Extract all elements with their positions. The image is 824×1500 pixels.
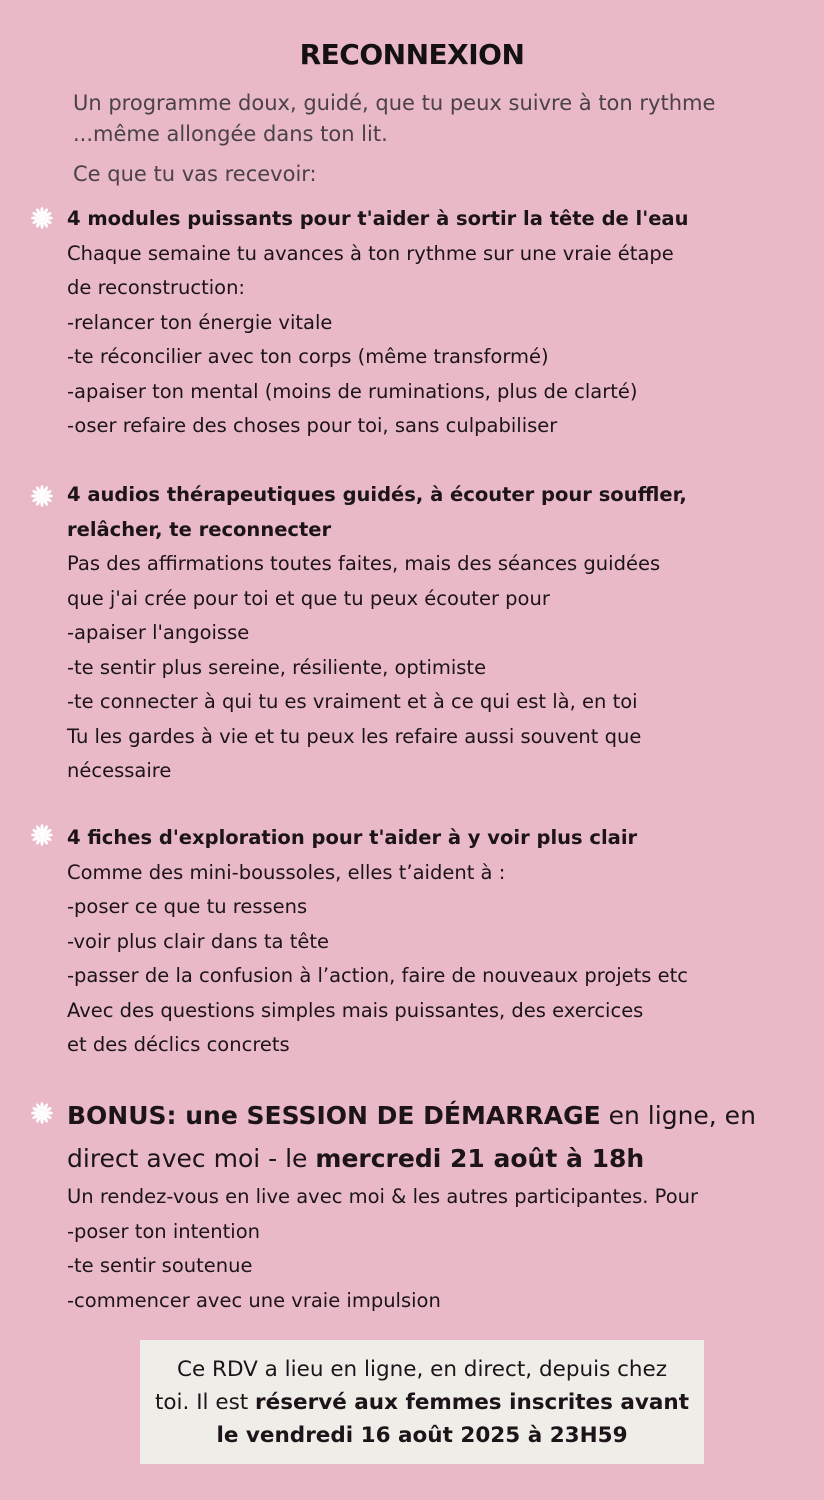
- section-line: Comme des mini-boussoles, elles t’aident à :: [67, 860, 506, 884]
- section-line: Chaque semaine tu avances à ton rythme sur une vraie étape: [67, 241, 674, 265]
- bonus-online-text: en ligne, en: [600, 1101, 756, 1130]
- flower-burst-icon: [30, 1101, 54, 1125]
- section-line: Un rendez-vous en live avec moi & les autres participantes. Pour: [67, 1185, 699, 1208]
- section-line: -poser ce que tu ressens: [67, 895, 308, 918]
- bonus-date: mercredi 21 août à 18h: [315, 1144, 645, 1173]
- section-fiches: [67, 821, 787, 1063]
- section-line: que j'ai crée pour toi et que tu peux écouter pour: [67, 586, 550, 610]
- section-line: -poser ton intention: [67, 1219, 260, 1243]
- section-line: -passer de la confusion à l’action, faire de nouveaux projets etc: [67, 964, 689, 987]
- section-line: -te sentir plus sereine, résiliente, optimiste: [67, 655, 487, 679]
- section-line: -apaiser ton mental (moins de ruminations, plus de clarté): [67, 379, 638, 403]
- section-line: -commencer avec une vraie impulsion: [67, 1288, 441, 1312]
- bonus-heading-line-2: [67, 1137, 787, 1180]
- section-line: -apaiser l'angoisse: [67, 621, 250, 644]
- section-bonus: [67, 1094, 787, 1318]
- notice-line-3: [140, 1419, 704, 1452]
- notice-plain-text: toi. Il est: [154, 1390, 256, 1415]
- flower-burst-icon: [30, 484, 54, 508]
- section-line: -oser refaire des choses pour toi, sans culpabiliser: [67, 414, 558, 437]
- notice-reserved-text: réservé aux femmes inscrites avant: [255, 1390, 690, 1415]
- intro-line-3: Ce que tu vas recevoir:: [73, 162, 317, 186]
- section-line: Avec des questions simples mais puissantes, des exercices: [67, 998, 644, 1022]
- section-line: -voir plus clair dans ta tête: [67, 929, 329, 953]
- section-line: -te réconcilier avec ton corps (même transformé): [67, 345, 549, 368]
- notice-line-2: [140, 1386, 704, 1419]
- section-line: Pas des affirmations toutes faites, mais des séances guidées: [67, 552, 661, 575]
- intro-line-2: ...même allongée dans ton lit.: [73, 122, 388, 146]
- section-line: nécessaire: [67, 759, 172, 782]
- section-line: de reconstruction:: [67, 276, 245, 299]
- flower-burst-icon: [30, 206, 54, 230]
- section-line: et des déclics concrets: [67, 1033, 290, 1056]
- intro-line-1: Un programme doux, guidé, que tu peux suivre à ton rythme: [73, 91, 716, 115]
- section-line: Tu les gardes à vie et tu peux les refaire aussi souvent que: [67, 724, 642, 748]
- section-line: -te sentir soutenue: [67, 1254, 253, 1277]
- section-line: -te connecter à qui tu es vraiment et à ce qui est là, en toi: [67, 690, 638, 713]
- section-heading: 4 fiches d'exploration pour t'aider à y voir plus clair: [67, 826, 638, 849]
- section-heading: relâcher, te reconnecter: [67, 517, 332, 541]
- section-heading: 4 audios thérapeutiques guidés, à écouter pour souffler,: [67, 483, 687, 506]
- bonus-direct-text: direct avec moi - le: [67, 1144, 316, 1173]
- bonus-heading-line-1: [67, 1094, 787, 1137]
- section-heading: 4 modules puissants pour t'aider à sortir la tête de l'eau: [67, 207, 689, 230]
- bonus-session-label: BONUS: une SESSION DE DÉMARRAGE: [67, 1101, 601, 1130]
- notice-box: [140, 1340, 704, 1464]
- section-modules: [67, 202, 787, 444]
- flower-burst-icon: [30, 823, 54, 847]
- notice-line-1: Ce RDV a lieu en ligne, en direct, depuis chez: [176, 1357, 668, 1382]
- notice-deadline: le vendredi 16 août 2025 à 23H59: [216, 1423, 628, 1448]
- page-title: RECONNEXION: [299, 38, 525, 71]
- section-audios: [67, 478, 787, 789]
- section-line: -relancer ton énergie vitale: [67, 310, 333, 334]
